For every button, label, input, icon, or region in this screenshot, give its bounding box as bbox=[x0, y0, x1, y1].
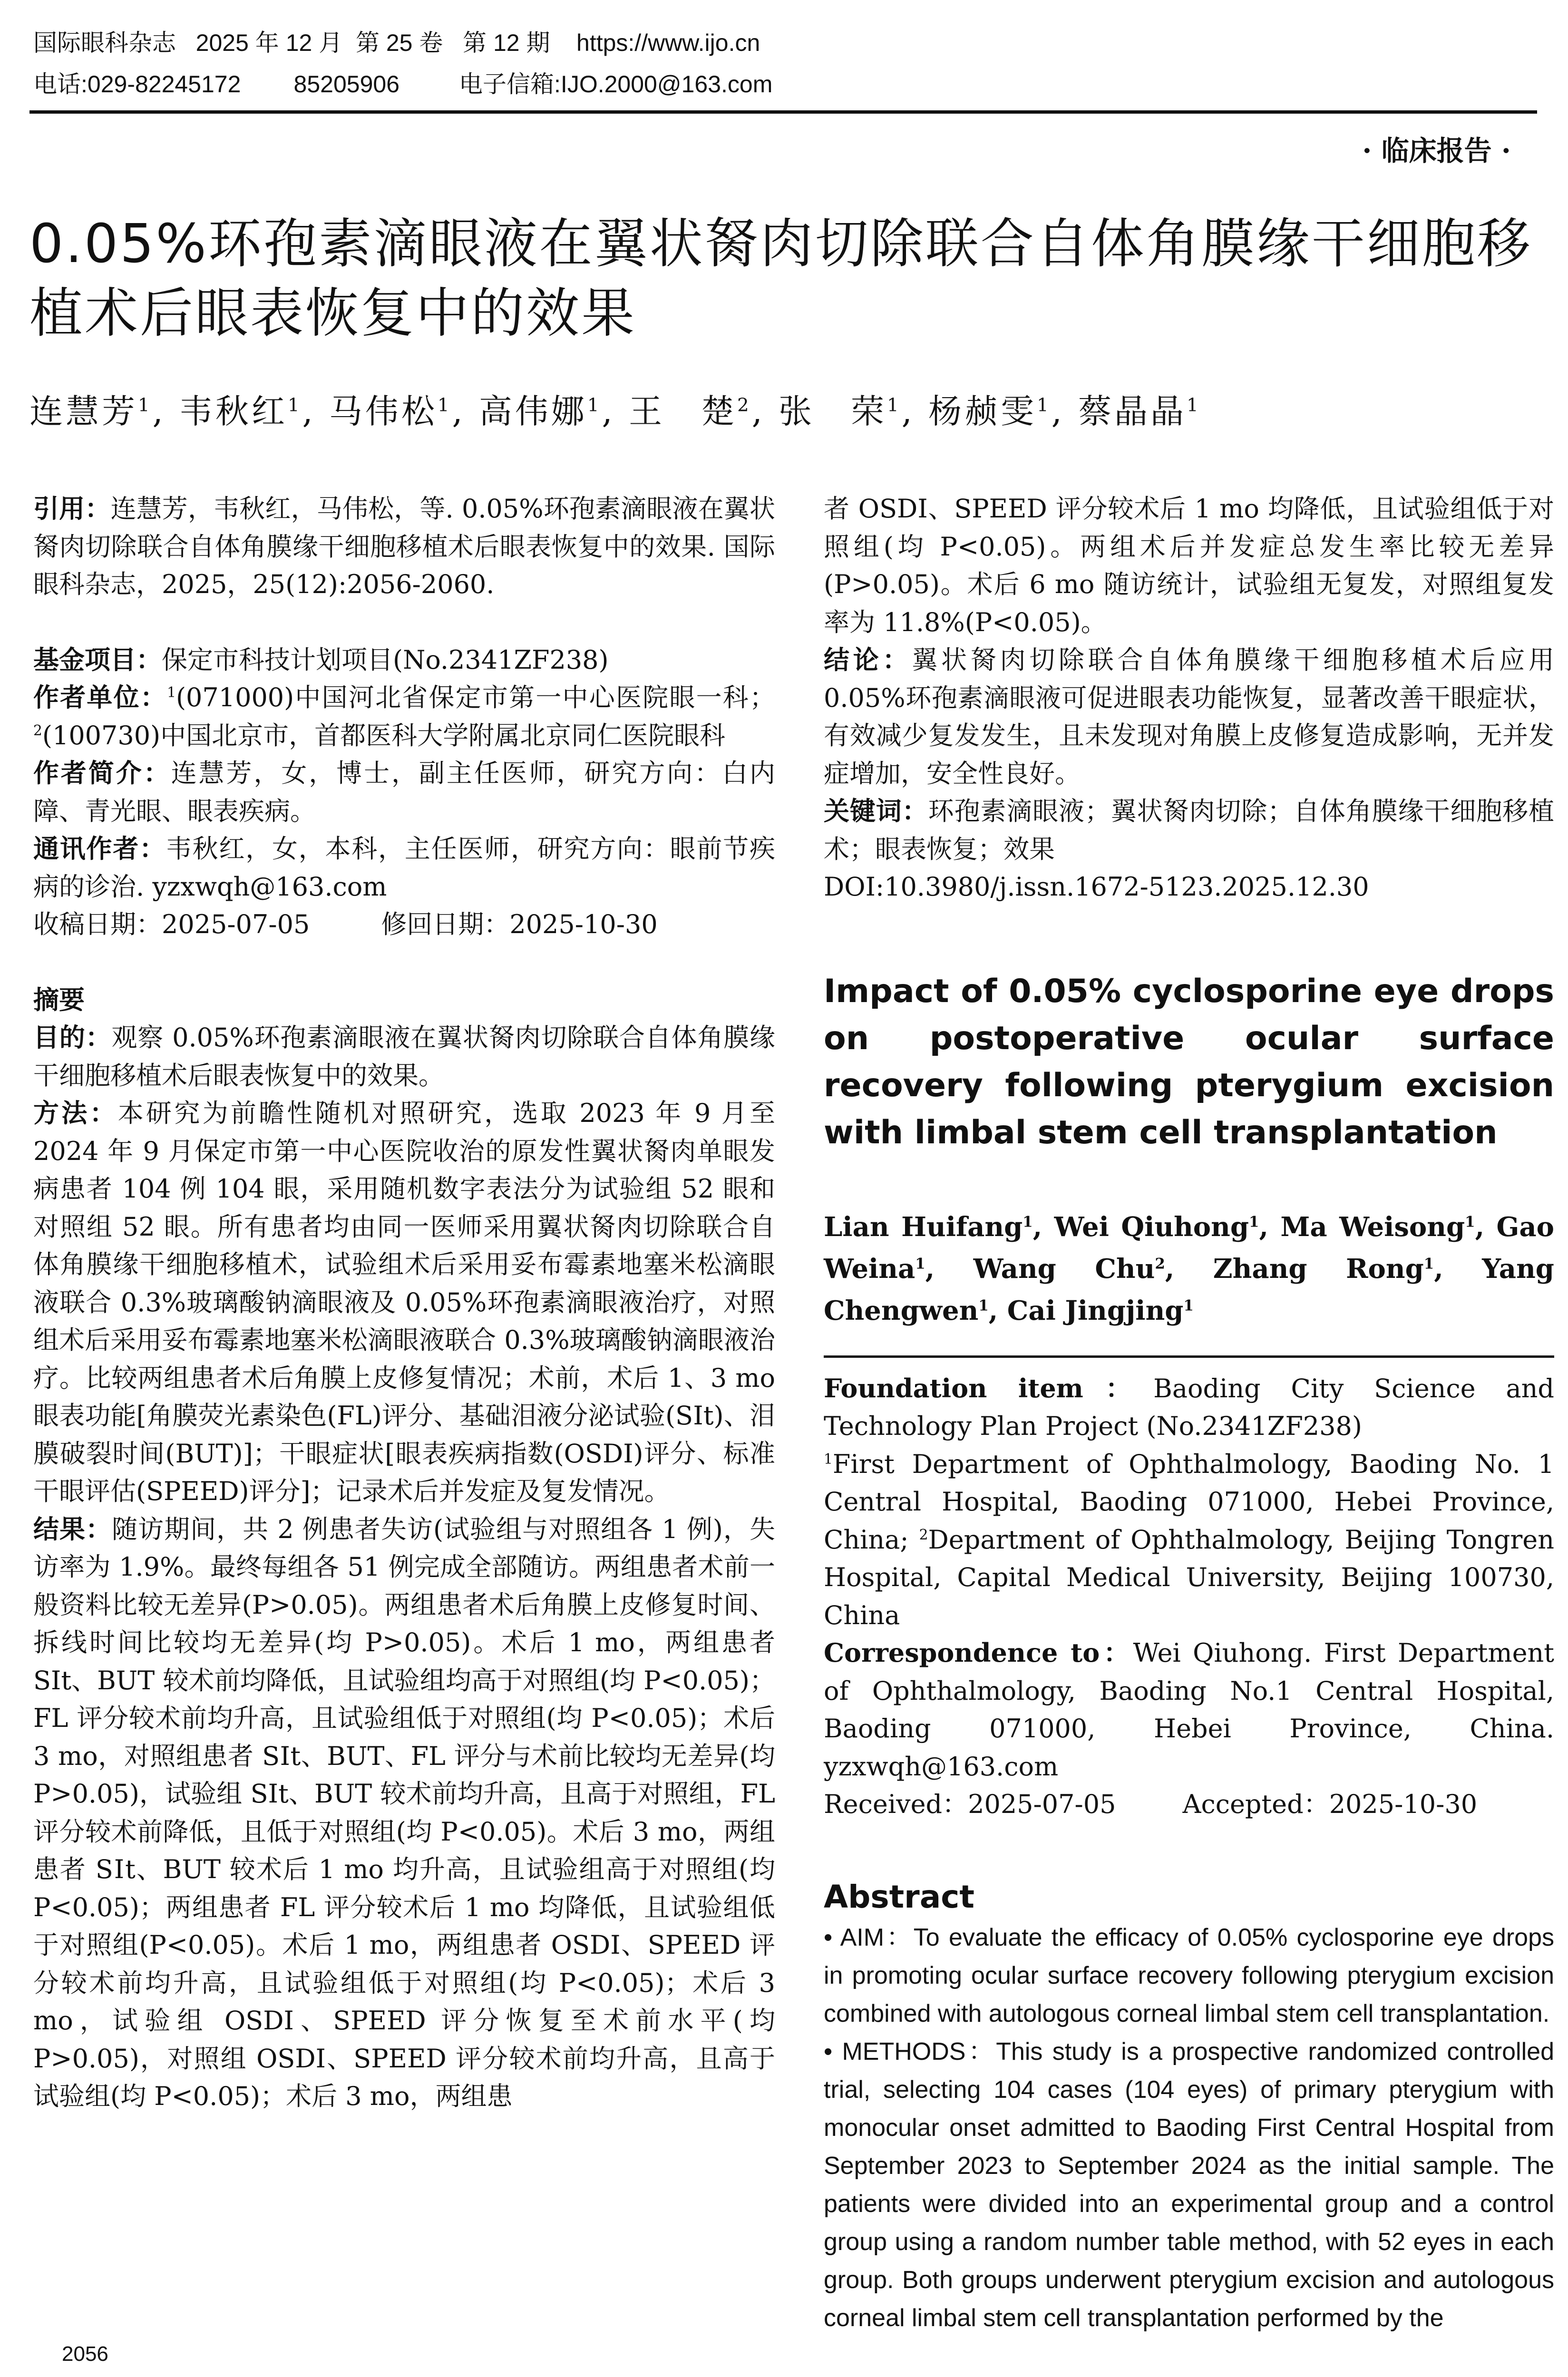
author-name: 韦秋红 bbox=[179, 392, 288, 431]
author: Lian Huifang$^1$, bbox=[824, 1211, 1054, 1243]
author-name: 杨赪雯 bbox=[928, 392, 1037, 431]
affiliation-mark: 1 bbox=[887, 394, 902, 416]
author-name: Zhang Rong bbox=[1213, 1253, 1424, 1285]
author: 王 楚$^2$, bbox=[629, 392, 779, 431]
keywords: 关键词：环孢素滴眼液；翼状胬肉切除；自体角膜缘干细胞移植术；眼表恢复；效果 bbox=[824, 796, 1555, 864]
abstract-results: 结果：随访期间，共 2 例患者失访(试验组与对照组各 1 例)，失访率为 1.9%。最终每组各 51 例完成全部随访。两组患者术前一般资料比较无差异(P>0.05)。两组患者术后角膜上皮修复时间、拆线时间比较均无差异(均 P>0.05)。术后 1 mo，两组患者 SⅠt、BUT 较术前均降低，且试验组均高于对照组(均 P<0.05)；FL 评分较术前均升高，且试验组低于对照组(均 P<0.05)；术后 3 mo，对照组患者 SⅠt、BUT、FL 评分与术前比较均无差异(均 P>0.05)，试验组 SⅠt、BUT 较术前均升高，且高于对照组，FL 评分较术前降低，且低于对照组(均 P<0.05)。术后 3 mo，两组患者 SⅠt、BUT 较术后 1 mo 均升高，且试验组高于对照组(均 P<0.05)；两组患者 FL 评分较术后 1 mo 均降低，且试验组低于对照组(P<0.05)。术后 1 mo，两组患者 OSDI、SPEED 评分较术前均升高，且试验组低于对照组(均 P<0.05)；术后 3 mo，试验组 OSDI、SPEED 评分恢复至术前水平(均 P>0.05)，对照组 OSDI、SPEED 评分较术前均升高，且高于试验组(均 P<0.05)；术后 3 mo，两组患 bbox=[33, 1514, 776, 2111]
author: 张 荣$^1$, bbox=[779, 392, 929, 431]
author-name: 蔡晶晶 bbox=[1078, 392, 1187, 431]
author-list bbox=[29, 390, 1201, 433]
author bbox=[1007, 1295, 1194, 1326]
author: 杨赪雯$^1$, bbox=[928, 392, 1079, 431]
abstract-aim-en: • AIM：To evaluate the efficacy of 0.05% cyclosporine eye drops in promoting ocular surface recovery following pterygium excision combined with autologous corneal limbal stem cell transplantation. bbox=[824, 1923, 1554, 2027]
author: Zhang Rong$^1$, bbox=[1213, 1253, 1482, 1285]
article-title: 0.05%环孢素滴眼液在翼状胬肉切除联合自体角膜缘干细胞移植术后眼表恢复中的效果 bbox=[29, 213, 1532, 344]
affiliation-mark: 1 bbox=[288, 394, 302, 416]
abstract-heading-en: Abstract bbox=[824, 1878, 974, 1915]
english-author-list bbox=[824, 1206, 1554, 1332]
author-bio: 作者简介：连慧芳，女，博士，副主任医师，研究方向：白内障、青光眼、眼表疾病。 bbox=[33, 758, 776, 826]
abstract-methods-en: • METHODS：This study is a prospective randomized controlled trial, selecting 104 cases (104 eyes) of primary pterygium with monocular onset admitted to Baoding First Central Hospital from September 2023 to September 2024 as the initial sample. The patients were divided into an experimental group and a control group using a random number table method, with 52 eyes in each group. Both groups underwent pterygium excision and autologous corneal limbal stem cell transplantation performed by the bbox=[824, 2037, 1554, 2332]
journal-header-line2: 电话:029-82245172 85205906 电子信箱:IJO.2000@163.com bbox=[33, 71, 773, 97]
author-name: 王 楚 bbox=[629, 392, 738, 431]
affiliation-mark: 2 bbox=[737, 394, 752, 416]
author-name: Lian Huifang bbox=[824, 1211, 1023, 1243]
correspondence: Correspondence to：Wei Qiuhong. First Department of Ophthalmology, Baoding No.1 Central Hospital, Baoding 071000, Hebei Province, China. yzxwqh@163.com bbox=[824, 1637, 1555, 1782]
affiliation-mark: 1 bbox=[1187, 394, 1201, 416]
author-name: 张 荣 bbox=[779, 392, 887, 431]
foundation-item: Foundation item：Baoding City Science and Technology Plan Project (No.2341ZF238) bbox=[824, 1373, 1554, 1441]
right-column bbox=[824, 490, 1554, 2337]
affiliation-mark: 1 bbox=[1423, 1255, 1434, 1272]
affiliation-mark: 1 bbox=[587, 394, 602, 416]
english-affiliations: $^1$First Department of Ophthalmology, Baoding No. 1 Central Hospital, Baoding 071000, Hebei Province, China; $^2$Department of Ophthalmology, Beijing Tongren Hospital, Capital Medical University, Beijing 100730, China bbox=[824, 1449, 1554, 1630]
author-name: Wang Chu bbox=[973, 1253, 1155, 1285]
citation: 引用：连慧芳，韦秋红，马伟松，等. 0.05%环孢素滴眼液在翼状胬肉切除联合自体角膜缘干细胞移植术后眼表恢复中的效果. 国际眼科杂志，2025，25(12):2056-2060. bbox=[33, 494, 776, 599]
author bbox=[1078, 392, 1201, 431]
doi: DOI:10.3980/j.issn.1672-5123.2025.12.30 bbox=[824, 872, 1369, 902]
page-number: 2056 bbox=[62, 2342, 108, 2366]
author-name: 连慧芳 bbox=[29, 392, 138, 431]
author: 高伟娜$^1$, bbox=[479, 392, 629, 431]
affiliation-mark: 1 bbox=[438, 394, 452, 416]
author-name: 高伟娜 bbox=[479, 392, 588, 431]
affiliations: 作者单位：$^1$(071000)中国河北省保定市第一中心医院眼一科；$^2$(100730)中国北京市，首都医科大学附属北京同仁医院眼科 bbox=[33, 682, 776, 750]
author: Wei Qiuhong$^1$, bbox=[1054, 1211, 1281, 1243]
fund: 基金项目：保定市科技计划项目(No.2341ZF238) bbox=[33, 644, 609, 675]
affiliation-mark: 1 bbox=[915, 1255, 925, 1272]
abstract-aim: 目的：观察 0.05%环孢素滴眼液在翼状胬肉切除联合自体角膜缘干细胞移植术后眼表恢复中的效果。 bbox=[33, 1023, 776, 1091]
author-name: Ma Weisong bbox=[1280, 1211, 1465, 1243]
affiliation-mark: 1 bbox=[1037, 394, 1052, 416]
affiliation-mark: 1 bbox=[978, 1296, 989, 1314]
author-name: Cai Jingjing bbox=[1007, 1295, 1184, 1326]
abstract-conclusion: 结论：翼状胬肉切除联合自体角膜缘干细胞移植术后应用 0.05%环孢素滴眼液可促进眼表功能恢复，显著改善干眼症状，有效减少复发发生，且未发现对角膜上皮修复造成影响，无并发症增加，安全性良好。 bbox=[824, 645, 1554, 789]
author-name: Wei Qiuhong bbox=[1054, 1211, 1249, 1243]
author: 马伟松$^1$, bbox=[329, 392, 479, 431]
corresponding-author: 通讯作者：韦秋红，女，本科，主任医师，研究方向：眼前节疾病的诊治. yzxwqh@163.com bbox=[33, 834, 775, 902]
affiliation-mark: 2 bbox=[1155, 1255, 1165, 1272]
author-name: Yang Chengwen bbox=[824, 1253, 1554, 1326]
abstract-results-cont: 者 OSDI、SPEED 评分较术后 1 mo 均降低，且试验组低于对照组(均 P<0.05)。两组术后并发症总发生率比较无差异(P>0.05)。术后 6 mo 随访统计，试验组无复发，对照组复发率为 11.8%(P<0.05)。 bbox=[824, 494, 1554, 637]
header-rule bbox=[29, 110, 1537, 114]
author: Gao Weina$^1$, bbox=[824, 1211, 1554, 1285]
section-tag: · 临床报告 · bbox=[1362, 135, 1511, 167]
affiliation-mark: 1 bbox=[1249, 1213, 1259, 1230]
received-accepted: Received：2025-07-05 Accepted：2025-10-30 bbox=[824, 1789, 1478, 1819]
author: Wang Chu$^2$, bbox=[973, 1253, 1213, 1285]
author: 连慧芳$^1$, bbox=[29, 392, 180, 431]
affiliation-mark: 1 bbox=[1183, 1296, 1194, 1314]
affiliation-mark: 1 bbox=[138, 394, 153, 416]
dates: 收稿日期：2025-07-05 修回日期：2025-10-30 bbox=[33, 909, 658, 939]
author: Yang Chengwen$^1$, bbox=[824, 1253, 1554, 1326]
author: Ma Weisong$^1$, bbox=[1280, 1211, 1497, 1243]
journal-header-line1: 国际眼科杂志 2025 年 12 月 第 25 卷 第 12 期 https://www.ijo.cn bbox=[33, 29, 760, 56]
left-column bbox=[33, 490, 775, 2115]
author: 韦秋红$^1$, bbox=[179, 392, 330, 431]
affiliation-mark: 1 bbox=[1023, 1213, 1033, 1230]
abstract-heading-cn: 摘要 bbox=[33, 984, 85, 1015]
author-name: 马伟松 bbox=[329, 392, 438, 431]
affiliation-mark: 1 bbox=[1465, 1213, 1475, 1230]
abstract-methods: 方法：本研究为前瞻性随机对照研究，选取 2023 年 9 月至 2024 年 9 月保定市第一中心医院收治的原发性翼状胬肉单眼发病患者 104 例 104 眼，采用随机数字表法分为试验组 52 眼和对照组 52 眼。所有患者均由同一医师采用翼状胬肉切除联合自体角膜缘干细胞移植术，试验组术后采用妥布霉素地塞米松滴眼液联合 0.3%玻璃酸钠滴眼液及 0.05%环孢素滴眼液治疗，对照组术后采用妥布霉素地塞米松滴眼液联合 0.3%玻璃酸钠滴眼液治疗。比较两组患者术后角膜上皮修复情况；术前，术后 1、3 mo 眼表功能[角膜荧光素染色(FL)评分、基础泪液分泌试验(SⅠt)、泪膜破裂时间(BUT)]；干眼症状[眼表疾病指数(OSDI)评分、标准干眼评估(SPEED)评分]；记录术后并发症及复发情况。 bbox=[33, 1098, 775, 1506]
english-title: Impact of 0.05% cyclosporine eye drops on postoperative ocular surface recovery following pterygium excision with limbal stem cell transplantation bbox=[824, 972, 1554, 1151]
author-name: Gao Weina bbox=[824, 1211, 1554, 1285]
